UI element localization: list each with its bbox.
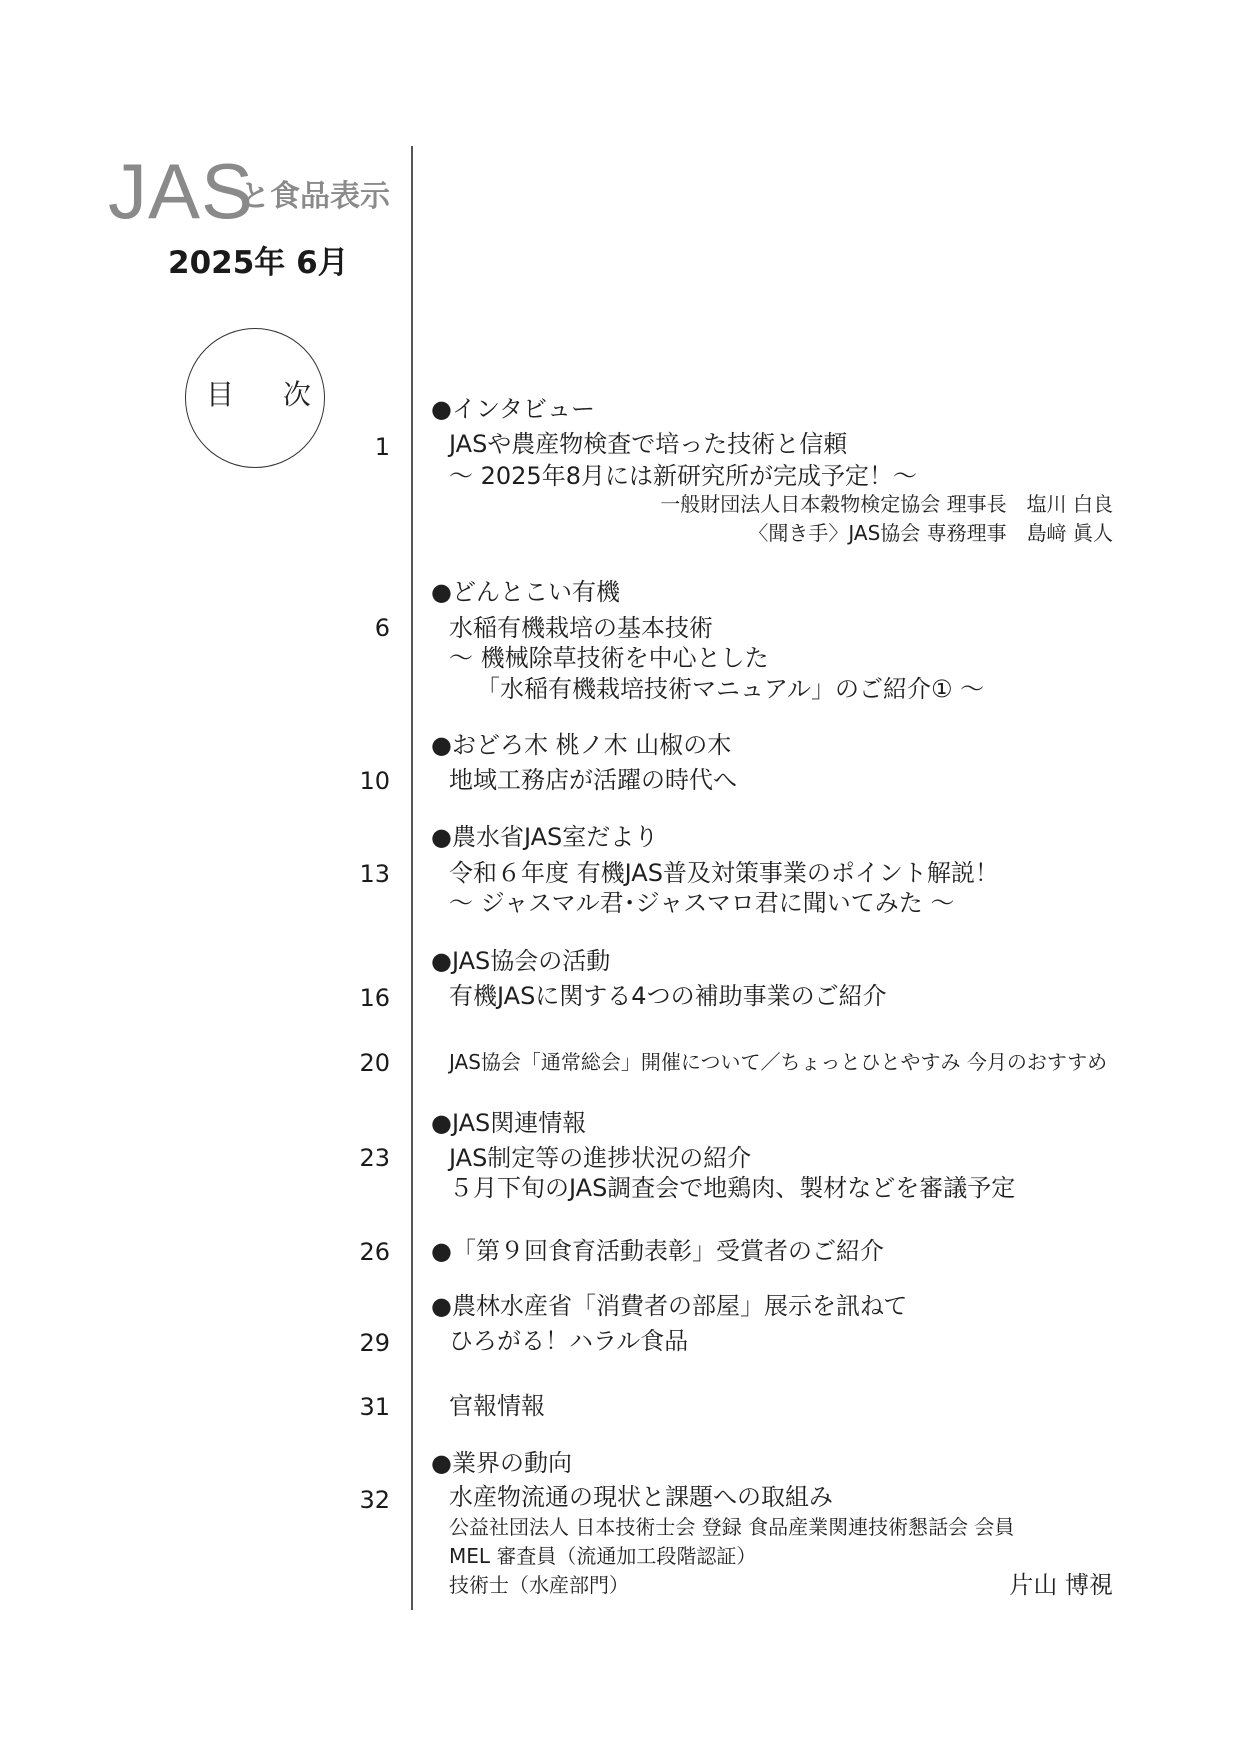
page-number: 6 [374, 614, 390, 642]
entry-subtitle: ～ 機械除草技術を中心とした [449, 644, 769, 672]
entry-credit: 〈聞き手〉JAS協会 専務理事 島﨑 眞人 [748, 521, 1113, 545]
author-affiliation: 公益社団法人 日本技術士会 登録 食品産業関連技術懇話会 会員 [449, 1515, 1015, 1539]
page-number: 16 [359, 984, 390, 1012]
entry-category: ●JAS関連情報 [431, 1109, 587, 1137]
toc-label: 目 次 [206, 378, 331, 411]
entry-subtitle: 「水稲有機栽培技術マニュアル」のご紹介① ～ [476, 675, 985, 703]
entry-subtitle: ５月下旬のJAS調査会で地鶏肉、製材などを審議予定 [449, 1174, 1016, 1202]
page-number: 29 [359, 1329, 390, 1357]
page-number: 13 [359, 860, 390, 888]
entry-title: 有機JASに関する4つの補助事業のご紹介 [449, 982, 887, 1010]
vertical-divider [411, 146, 413, 1610]
entry-title: ひろがる！ハラル食品 [449, 1327, 689, 1355]
page-number: 10 [359, 767, 390, 795]
entry-title: 官報情報 [449, 1392, 545, 1420]
entry-category: ●「第９回食育活動表彰」受賞者のご紹介 [431, 1237, 884, 1265]
entry-category: ●JAS協会の活動 [431, 947, 611, 975]
page-number: 32 [359, 1486, 390, 1514]
author-name: 片山 博視 [1009, 1571, 1113, 1599]
entry-title: JAS協会「通常総会」開催について／ちょっとひとやすみ 今月のおすすめ [449, 1050, 1108, 1074]
entry-subtitle: ～ ジャスマル君･ジャスマロ君に聞いてみた ～ [449, 889, 955, 917]
author-affiliation: 技術士（水産部門） [449, 1573, 629, 1597]
page-number: 23 [359, 1144, 390, 1172]
author-affiliation: MEL 審査員（流通加工段階認証） [449, 1544, 757, 1568]
logo-subtitle: と食品表示 [240, 179, 390, 214]
entry-category: ●農水省JAS室だより [431, 823, 659, 851]
issue-date: 2025年 6月 [168, 245, 349, 281]
page-number: 1 [374, 433, 390, 461]
entry-category: ●業界の動向 [431, 1449, 572, 1477]
entry-category: ●農林水産省「消費者の部屋」展示を訊ねて [431, 1292, 908, 1320]
entry-title: JASや農産物検査で培った技術と信頼 [449, 430, 848, 458]
entry-title: 水産物流通の現状と課題への取組み [449, 1483, 833, 1511]
entry-title: JAS制定等の進捗状況の紹介 [449, 1144, 752, 1172]
entry-category: ●どんとこい有機 [431, 578, 620, 606]
entry-title: 水稲有機栽培の基本技術 [449, 614, 713, 642]
page-number: 31 [359, 1393, 390, 1421]
entry-category: ●インタビュー [431, 395, 595, 423]
entry-title: 地域工務店が活躍の時代へ [449, 766, 737, 794]
page-number: 26 [359, 1238, 390, 1266]
entry-category: ●おどろ木 桃ノ木 山椒の木 [431, 731, 732, 759]
page-number: 20 [359, 1049, 390, 1077]
entry-subtitle: ～ 2025年8月には新研究所が完成予定！～ [449, 462, 917, 490]
toc-circle [185, 328, 331, 468]
entry-title: 令和６年度 有機JAS普及対策事業のポイント解説！ [449, 859, 999, 887]
logo-jas: JAS [108, 147, 255, 235]
entry-credit: 一般財団法人日本穀物検定協会 理事長 塩川 白良 [660, 492, 1113, 516]
